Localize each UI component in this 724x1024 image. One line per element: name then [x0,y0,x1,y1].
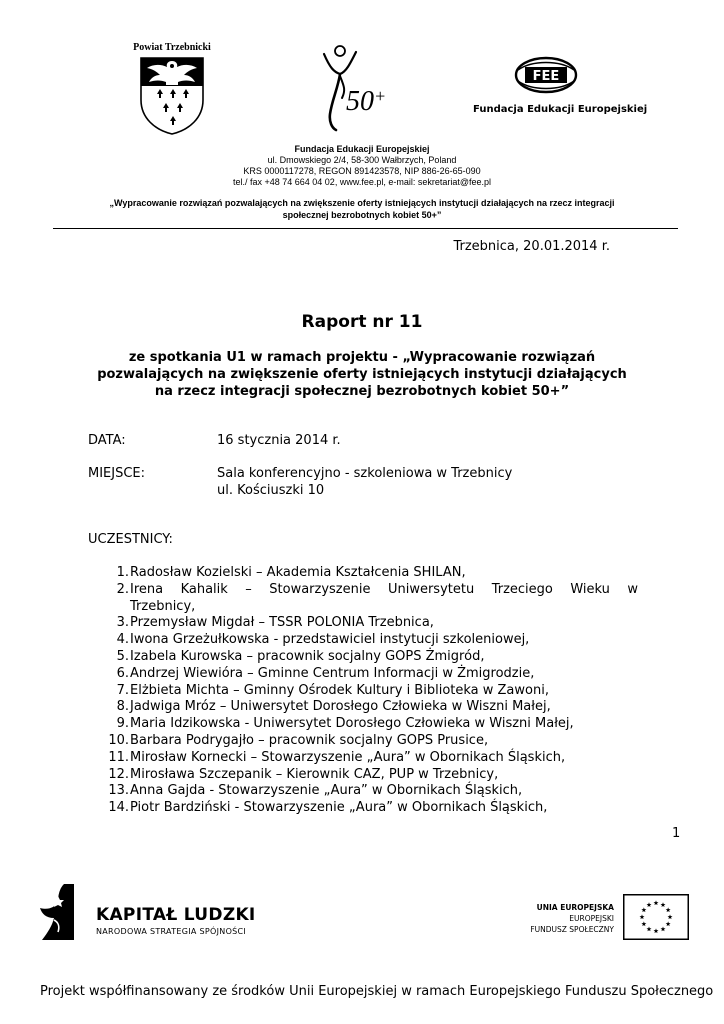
participant-entry: Barbara Podrygajło – pracownik socjalny GOPS Prusice, [130,732,489,748]
eu-stars-icon [623,894,689,940]
list-number: 9. [116,716,129,732]
participant-entry-continuation: Trzebnicy, [130,598,196,614]
list-number: 4. [116,632,129,648]
place-label: MIEJSCE: [88,466,146,481]
list-number: 8. [116,699,129,715]
page-number: 1 [672,826,681,841]
list-item [88,666,638,683]
logo-50-plus [318,42,402,134]
list-number: 5. [116,648,129,664]
list-number: 12. [108,766,129,782]
address-line: ul. Dmowskiego 2/4, 58-300 Wałbrzych, Poland [267,155,457,165]
participant-entry: Elżbieta Michta – Gminny Ośrodek Kultury i Biblioteka w Zawoni, [130,682,549,698]
eu-fund-label: EUROPEJSKI [569,914,614,923]
date-value: 16 stycznia 2014 r. [217,433,341,448]
participant-entry: Jadwiga Mróz – Uniwersytet Dorosłego Człowieka w Wiszni Małej, [130,699,551,715]
fee-logo-text: FEE [532,69,560,84]
list-item-continuation [88,599,638,616]
list-item [88,716,638,733]
list-number: 7. [116,682,129,698]
list-item [88,800,638,817]
list-number: 10. [108,732,129,748]
participant-entry: Anna Gajda - Stowarzyszenie „Aura” w Obornikach Śląskich, [130,783,523,799]
list-item [88,783,638,800]
list-item [88,582,638,599]
participant-entry: Maria Idzikowska - Uniwersytet Dorosłego Człowieka w Wiszni Małej, [130,716,574,732]
document-date: Trzebnica, 20.01.2014 r. [453,239,610,254]
list-item [88,699,638,716]
project-title-line: społecznej bezrobotnych kobiet 50+” [282,210,442,220]
contact-line: tel./ fax +48 74 664 04 02, www.fee.pl, e-mail: sekretariat@fee.pl [232,177,492,187]
list-number: 3. [116,615,129,631]
fee-globe-icon [514,56,578,94]
kapital-ludzki-title: KAPITAŁ LUDZKI [96,905,256,925]
list-number: 11. [108,749,129,765]
date-label: DATA: [88,433,126,448]
list-number: 2. [116,581,129,597]
list-number: 14. [108,800,129,816]
organization-name: Fundacja Edukacji Europejskiej [294,144,430,154]
list-number: 6. [116,665,129,681]
participant-entry: Izabela Kurowska – pracownik socjalny GOPS Żmigród, [130,648,485,664]
participant-entry: Iwona Grzeżułkowska - przedstawiciel instytucji szkoleniowej, [130,632,530,648]
list-number: 13. [108,783,129,799]
participant-entry: Mirosława Szczepanik – Kierownik CAZ, PUP w Trzebnicy, [130,766,499,782]
header-divider [53,228,678,229]
list-item [88,615,638,632]
kapital-ludzki-logo [38,882,76,942]
participant-entry: Andrzej Wiewióra – Gminne Centrum Informacji w Żmigrodzie, [130,665,535,681]
list-item [88,767,638,784]
list-item [88,733,638,750]
participant-entry: Mirosław Kornecki – Stowarzyszenie „Aura” w Obornikach Śląskich, [130,749,566,765]
participant-entry: Przemysław Migdał – TSSR POLONIA Trzebnica, [130,615,434,631]
cofinancing-statement: Projekt współfinansowany ze środków Unii Europejskiej w ramach Europejskiego Funduszu Społecznego [40,984,714,999]
fee-foundation-name: Fundacja Edukacji Europejskiej [473,104,648,115]
list-item [88,750,638,767]
report-title: Raport nr 11 [301,312,423,332]
registry-line: KRS 0000117278, REGON 891423578, NIP 886-26-65-090 [243,166,481,176]
kapital-ludzki-emblem-icon [38,882,76,942]
list-item [88,683,638,700]
report-subtitle-line: na rzecz integracji społecznej bezrobotnych kobiet 50+” [154,384,570,399]
participant-entry: Radosław Kozielski – Akademia Kształcenia SHILAN, [130,565,466,580]
eu-label: UNIA EUROPEJSKA [536,903,614,912]
logo-50-plus-sign: + [374,86,387,106]
list-number: 1. [116,565,129,580]
participants-label: UCZESTNICY: [88,532,173,547]
participant-entry: Piotr Bardziński - Stowarzyszenie „Aura” w Obornikach Śląskich, [130,800,548,816]
project-title-line: „Wypracowanie rozwiązań pozwalających na zwiększenie oferty istniejących instytucji działających na rzecz integracji [109,198,615,208]
eagle-shield-icon [133,42,211,136]
fee-logo [514,56,578,94]
kapital-ludzki-subtitle: NARODOWA STRATEGIA SPÓJNOŚCI [96,927,247,936]
list-item [88,632,638,649]
powiat-trzebnicki-coat-of-arms [133,42,211,136]
eu-fund-label: FUNDUSZ SPOŁECZNY [530,925,614,934]
eu-flag [623,894,689,940]
list-item [88,649,638,666]
report-subtitle-line: pozwalających na zwiększenie oferty istniejących instytucji działających [97,367,627,382]
participant-entry: Irena Kahalik – Stowarzyszenie Uniwersytetu Trzeciego Wieku w [130,581,638,597]
logo-50-number: 50 [346,86,374,117]
place-value-line: Sala konferencyjno - szkoleniowa w Trzebnicy [217,466,513,481]
report-subtitle-line: ze spotkania U1 w ramach projektu - „Wypracowanie rozwiązań [128,350,596,365]
place-value-line: ul. Kościuszki 10 [217,483,325,498]
powiat-label: Powiat Trzebnicki [133,42,211,53]
list-item [88,565,638,582]
participants-list [88,565,638,817]
